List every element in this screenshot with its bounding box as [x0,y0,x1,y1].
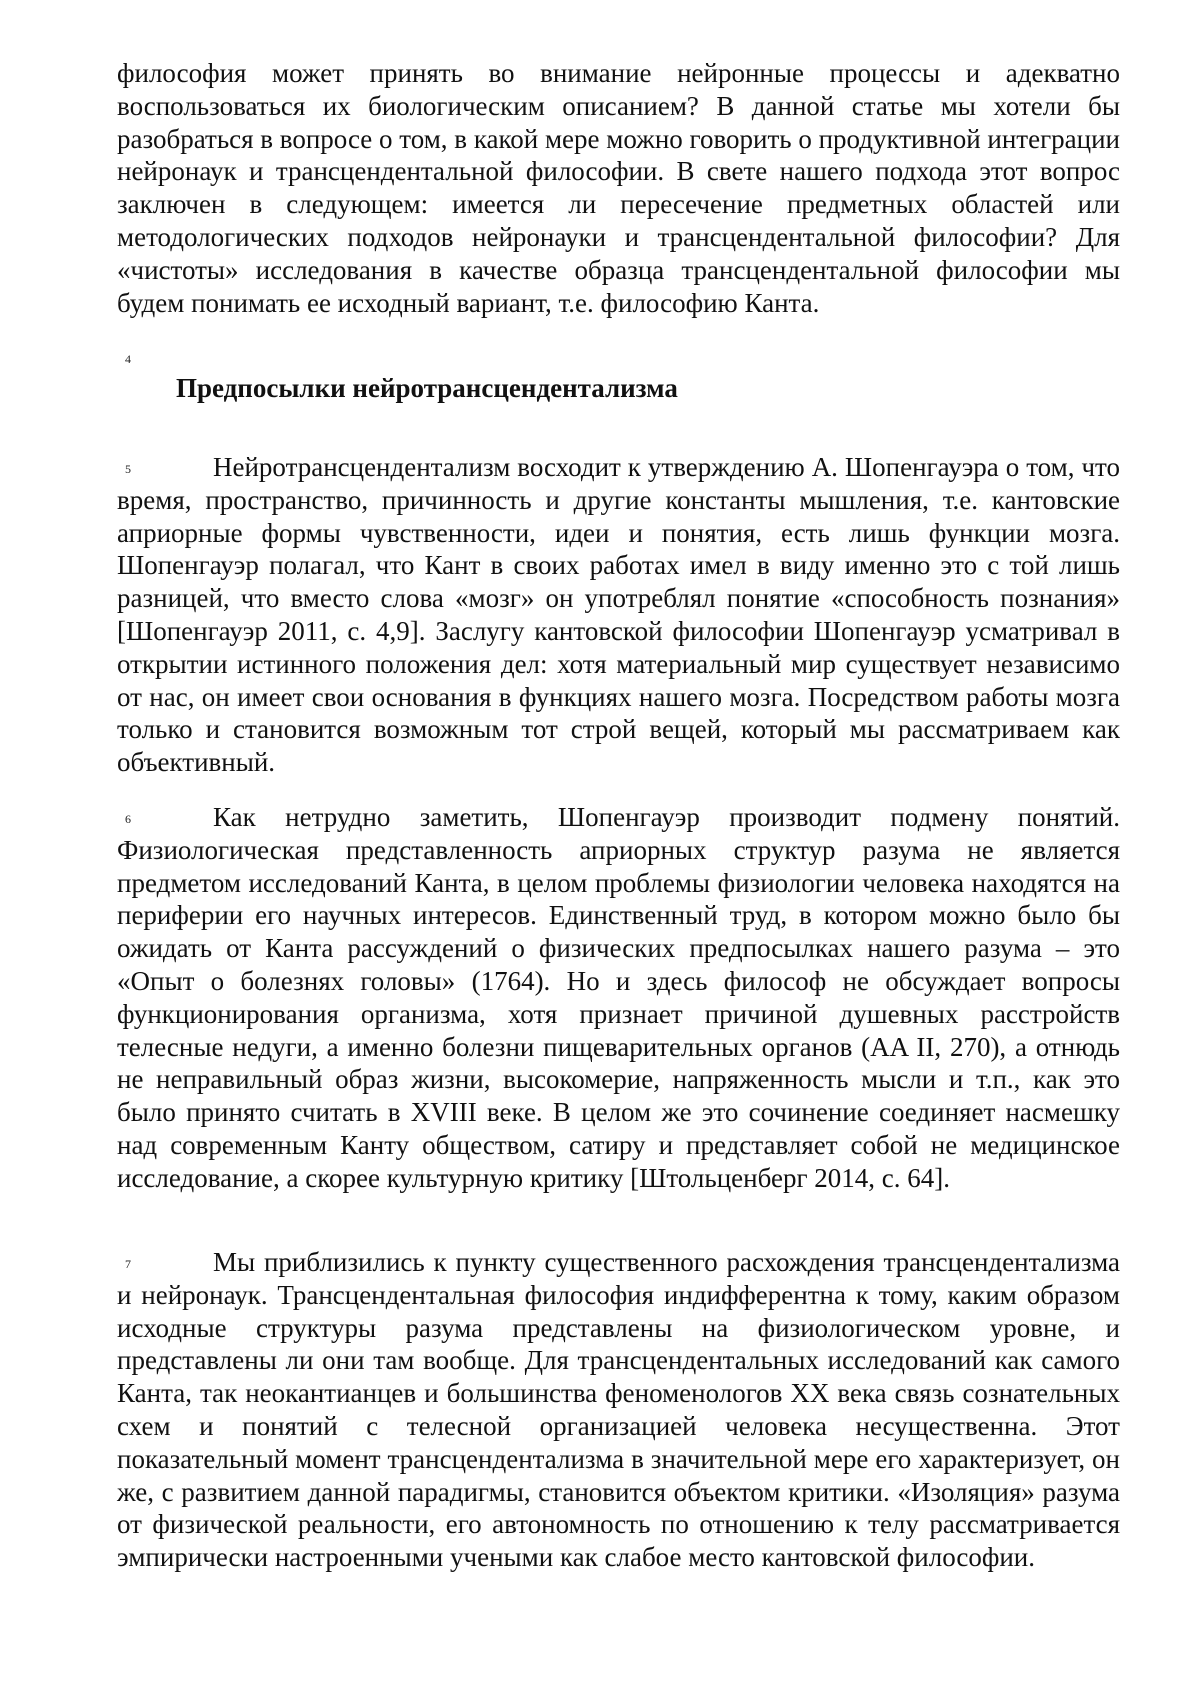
paragraph-number: 5 [125,462,131,476]
paragraph-number: 6 [125,812,131,826]
paragraph [117,451,1120,779]
paragraph-text: Как нетрудно заметить, Шопенгауэр производит подмену понятий. Физиологическая представленность априорных структур разума не является предметом исследований Канта, в целом проблемы физиологии человека находятся на периферии его научных интересов. Единственный труд, в котором можно было бы ожидать от Канта рассуждений о физических предпосылках нашего разума – это «Опыт о болезнях головы» (1764). Но и здесь философ не обсуждает вопросы функционирования организма, хотя признает причиной душевных расстройств телесные недуги, а именно болезни пищеварительных органов (AA II, 270), а отнюдь не неправильный образ жизни, высокомерие, напряженность мысли и т.п., как это было принято считать в XVIII веке. В целом же это сочинение соединяет насмешку над современным Канту обществом, сатиру и представляет собой не медицинское исследование, а скорее культурную критику [Штольценберг 2014, с. 64]. [117,802,1120,1193]
paragraph [117,801,1120,1195]
paragraph-text: Мы приблизились к пункту существенного расхождения трансцендентализма и нейронаук. Трансцендентальная философия индифферентна к тому, каким образом исходные структуры разума представлены на физиологическом уровне, и представлены ли они там вообще. Для трансцендентальных исследований как самого Канта, так неокантианцев и большинства феноменологов XX века связь сознательных схем и понятий с телесной организацией человека несущественна. Этот показательный момент трансцендентализма в значительной мере его характеризует, он же, с развитием данной парадигмы, становится объектом критики. «Изоляция» разума от физической реальности, его автономность по отношению к телу рассматривается эмпирически настроенными учеными как слабое место кантовской философии. [117,1247,1120,1573]
section-number: 4 [125,352,131,366]
paragraph-number: 7 [125,1257,131,1271]
intro-paragraph: философия может принять во внимание нейронные процессы и адекватно воспользоваться их биологическим описанием? В данной статье мы хотели бы разобраться в вопросе о том, в какой мере можно говорить о продуктивной интеграции нейронаук и трансцендентальной философии. В свете нашего подхода этот вопрос заключен в следующем: имеется ли пересечение предметных областей или методологических подходов нейронауки и трансцендентальной философии? Для «чистоты» исследования в качестве образца трансцендентальной философии мы будем понимать ее исходный вариант, т.е. философию Канта. [117,58,1120,318]
paragraph [117,1246,1120,1574]
section-heading: Предпосылки нейротрансцендентализма [176,373,678,403]
paragraph-text: Нейротрансцендентализм восходит к утверждению А. Шопенгауэра о том, что время, пространство, причинность и другие константы мышления, т.е. кантовские априорные формы чувственности, идеи и понятия, есть лишь функции мозга. Шопенгауэр полагал, что Кант в своих работах имел в виду именно это с той лишь разницей, что вместо слова «мозг» он употреблял понятие «способность познания» [Шопенгауэр 2011, с. 4,9]. Заслугу кантовской философии Шопенгауэр усматривал в открытии истинного положения дел: хотя материальный мир существует независимо от нас, он имеет свои основания в функциях нашего мозга. Посредством работы мозга только и становится возможным тот строй вещей, который мы рассматриваем как объективный. [117,452,1120,778]
